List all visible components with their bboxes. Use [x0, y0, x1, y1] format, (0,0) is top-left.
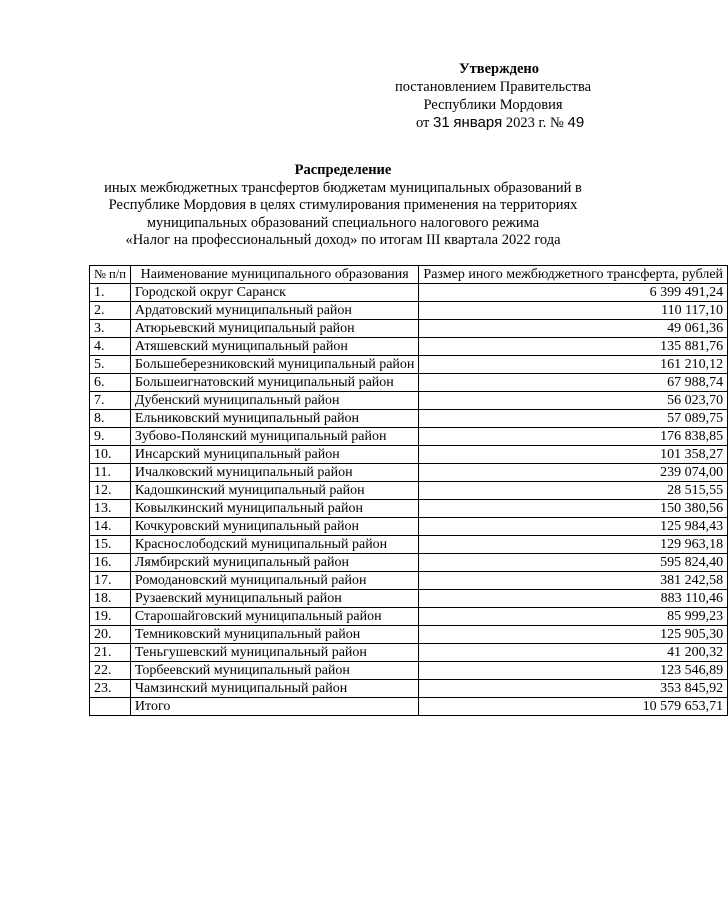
- municipality-name: Лямбирский муниципальный район: [130, 554, 419, 572]
- total-number: [90, 698, 131, 716]
- municipality-name: Ардатовский муниципальный район: [130, 302, 419, 320]
- transfer-amount: 129 963,18: [419, 536, 728, 554]
- municipality-name: Большеберезниковский муниципальный район: [130, 356, 419, 374]
- transfer-amount: 6 399 491,24: [419, 284, 728, 302]
- municipality-name: Ичалковский муниципальный район: [130, 464, 419, 482]
- table-row: [90, 482, 728, 500]
- table-row: [90, 338, 728, 356]
- approval-block: [378, 60, 608, 132]
- municipality-name: Краснослободский муниципальный район: [130, 536, 419, 554]
- municipality-name: Торбеевский муниципальный район: [130, 662, 419, 680]
- transfer-amount: 56 023,70: [419, 392, 728, 410]
- transfer-amount: 135 881,76: [419, 338, 728, 356]
- municipality-name: Ельниковский муниципальный район: [130, 410, 419, 428]
- decree-line: постановлением Правительства: [394, 79, 592, 95]
- table-row: [90, 644, 728, 662]
- municipality-name: Кочкуровский муниципальный район: [130, 518, 419, 536]
- transfer-amount: 239 074,00: [419, 464, 728, 482]
- transfer-amount: 353 845,92: [419, 680, 728, 698]
- municipality-name: Темниковский муниципальный район: [130, 626, 419, 644]
- heading-line: муниципальных образований специального налогового режима: [146, 214, 540, 231]
- transfer-amount: 41 200,32: [419, 644, 728, 662]
- row-number: 7.: [90, 392, 131, 410]
- row-number: 4.: [90, 338, 131, 356]
- table-row: [90, 428, 728, 446]
- row-number: 18.: [90, 590, 131, 608]
- approved-label: Утверждено: [459, 61, 539, 77]
- transfer-amount: 595 824,40: [419, 554, 728, 572]
- table-row: [90, 662, 728, 680]
- row-number: 9.: [90, 428, 131, 446]
- row-number: 5.: [90, 356, 131, 374]
- table-row: [90, 518, 728, 536]
- table-header-row: [90, 266, 728, 284]
- decree-date-line: [378, 114, 608, 132]
- municipality-name: Кадошкинский муниципальный район: [130, 482, 419, 500]
- table-row: [90, 626, 728, 644]
- row-number: 15.: [90, 536, 131, 554]
- row-number: 1.: [90, 284, 131, 302]
- total-row: [90, 698, 728, 716]
- row-number: 2.: [90, 302, 131, 320]
- municipality-name: Городской округ Саранск: [130, 284, 419, 302]
- table-row: [90, 320, 728, 338]
- municipality-name: Чамзинский муниципальный район: [130, 680, 419, 698]
- document-title: Распределение: [294, 162, 392, 178]
- transfer-amount: 110 117,10: [419, 302, 728, 320]
- table-row: [90, 302, 728, 320]
- municipality-name: Дубенский муниципальный район: [130, 392, 419, 410]
- transfer-amount: 85 999,23: [419, 608, 728, 626]
- transfer-amount: 49 061,36: [419, 320, 728, 338]
- table-row: [90, 374, 728, 392]
- decree-number: 49: [567, 114, 585, 131]
- transfer-amount: 883 110,46: [419, 590, 728, 608]
- table-row: [90, 446, 728, 464]
- transfer-amount: 381 242,58: [419, 572, 728, 590]
- transfer-amount: 101 358,27: [419, 446, 728, 464]
- municipality-name: Большеигнатовский муниципальный район: [130, 374, 419, 392]
- table-row: [90, 284, 728, 302]
- municipality-name: Атяшевский муниципальный район: [130, 338, 419, 356]
- municipality-name: Старошайговский муниципальный район: [130, 608, 419, 626]
- header-name: Наименование муниципального образования: [130, 266, 419, 284]
- row-number: 22.: [90, 662, 131, 680]
- municipality-name: Атюрьевский муниципальный район: [130, 320, 419, 338]
- decree-year: 2023 г. №: [505, 115, 564, 131]
- table-row: [90, 536, 728, 554]
- table-row: [90, 608, 728, 626]
- table-row: [90, 500, 728, 518]
- row-number: 19.: [90, 608, 131, 626]
- municipality-name: Рузаевский муниципальный район: [130, 590, 419, 608]
- municipality-name: Инсарский муниципальный район: [130, 446, 419, 464]
- row-number: 13.: [90, 500, 131, 518]
- transfer-amount: 123 546,89: [419, 662, 728, 680]
- row-number: 12.: [90, 482, 131, 500]
- table-row: [90, 572, 728, 590]
- municipality-name: Теньгушевский муниципальный район: [130, 644, 419, 662]
- date-prefix: от: [416, 115, 430, 131]
- row-number: 3.: [90, 320, 131, 338]
- transfer-amount: 125 905,30: [419, 626, 728, 644]
- row-number: 21.: [90, 644, 131, 662]
- table-row: [90, 356, 728, 374]
- table-row: [90, 680, 728, 698]
- row-number: 16.: [90, 554, 131, 572]
- total-amount: 10 579 653,71: [419, 698, 728, 716]
- distribution-table: [89, 265, 728, 716]
- decree-month: января: [453, 114, 503, 131]
- table-row: [90, 410, 728, 428]
- transfer-amount: 67 988,74: [419, 374, 728, 392]
- heading-line: Республике Мордовия в целях стимулирования применения на территориях: [108, 197, 578, 213]
- header-amount: Размер иного межбюджетного трансферта, рублей: [419, 266, 728, 284]
- table-body: [90, 284, 728, 716]
- transfer-amount: 176 838,85: [419, 428, 728, 446]
- row-number: 10.: [90, 446, 131, 464]
- heading-line: иных межбюджетных трансфертов бюджетам муниципальных образований в: [104, 179, 582, 196]
- transfer-amount: 161 210,12: [419, 356, 728, 374]
- municipality-name: Зубово-Полянский муниципальный район: [130, 428, 419, 446]
- row-number: 23.: [90, 680, 131, 698]
- table-row: [90, 464, 728, 482]
- row-number: 20.: [90, 626, 131, 644]
- transfer-amount: 125 984,43: [419, 518, 728, 536]
- table-row: [90, 392, 728, 410]
- heading-line: «Налог на профессиональный доход» по итогам III квартала 2022 года: [125, 232, 561, 248]
- total-label: Итого: [130, 698, 419, 716]
- decree-day: 31: [433, 114, 450, 131]
- republic-line: Республики Мордовия: [423, 97, 563, 113]
- municipality-name: Ковылкинский муниципальный район: [130, 500, 419, 518]
- row-number: 14.: [90, 518, 131, 536]
- document-heading: [90, 162, 596, 250]
- transfer-amount: 28 515,55: [419, 482, 728, 500]
- row-number: 8.: [90, 410, 131, 428]
- municipality-name: Ромодановский муниципальный район: [130, 572, 419, 590]
- row-number: 6.: [90, 374, 131, 392]
- row-number: 17.: [90, 572, 131, 590]
- row-number: 11.: [90, 464, 131, 482]
- transfer-amount: 57 089,75: [419, 410, 728, 428]
- table-row: [90, 554, 728, 572]
- table-row: [90, 590, 728, 608]
- transfer-amount: 150 380,56: [419, 500, 728, 518]
- header-number: № п/п: [90, 266, 131, 284]
